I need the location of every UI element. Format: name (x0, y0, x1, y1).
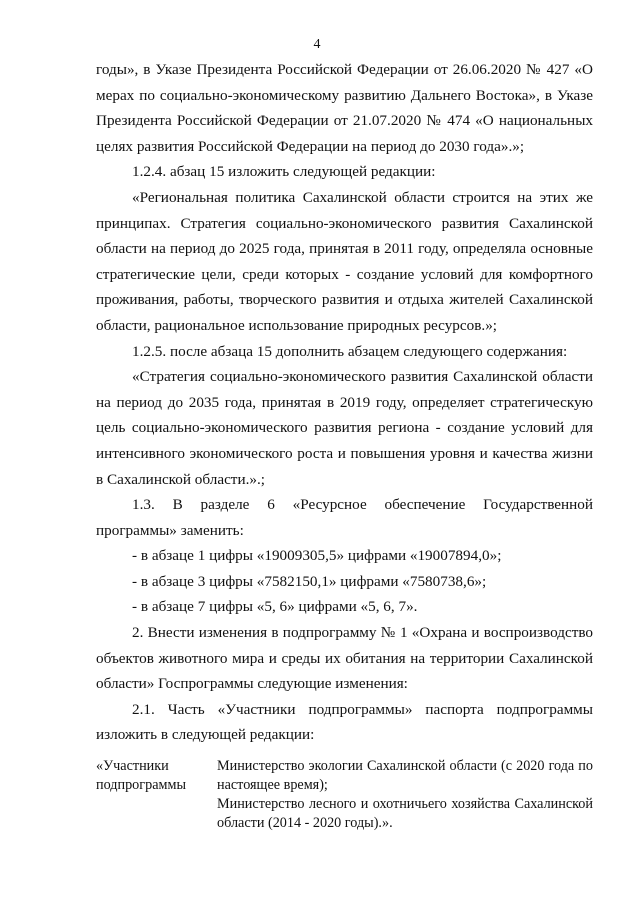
paragraph-1-2-4: 1.2.4. абзац 15 изложить следующей редакции: (132, 163, 436, 181)
replacement-item: - в абзаце 1 цифры «19009305,5» цифрами «19007894,0»; (132, 547, 502, 565)
document-body (96, 57, 593, 833)
participant-item: Министерство экологии Сахалинской области (с 2020 года по настоящее время); (217, 758, 593, 794)
paragraph-2: 2. Внести изменения в подпрограмму № 1 «Охрана и воспроизводство объектов животного мира и среды их обитания на территории Сахалинской области» Госпрограммы следующие изменения: (96, 624, 593, 693)
replacement-item: - в абзаце 3 цифры «7582150,1» цифрами «7580738,6»; (132, 572, 487, 590)
paragraph-continuation: годы», в Указе Президента Российской Федерации от 26.06.2020 № 427 «О мерах по социально-экономическому развитию Дальнего Востока», в Указе Президента Российской Федерации от 21.07.2020 № 474 «О национальных целях развития Российской Федерации на период до 2030 года».»; (96, 61, 593, 155)
participants-table (96, 757, 593, 833)
page-number: 4 (313, 37, 321, 52)
participant-item: Министерство лесного и охотничьего хозяйства Сахалинской области (2014 - 2020 годы).». (217, 796, 593, 832)
paragraph-1-2-5: 1.2.5. после абзаца 15 дополнить абзацем следующего содержания: (132, 342, 568, 360)
paragraph-2-1: 2.1. Часть «Участники подпрограммы» паспорта подпрограммы изложить в следующей редакции: (96, 700, 593, 744)
paragraph-quote-strategy-2035: «Стратегия социально-экономического развития Сахалинской области на период до 2035 года, принятая в 2019 году, определяет стратегическую цель социально-экономического развития региона - создание условий для интенсивного экономического роста и повышения уровня и качества жизни в Сахалинской области.».; (96, 368, 593, 488)
paragraph-1-3: 1.3. В разделе 6 «Ресурсное обеспечение Государственной программы» заменить: (96, 496, 593, 539)
participants-value (217, 757, 593, 833)
participants-label: «Участники подпрограммы (96, 758, 186, 794)
replacement-item: - в абзаце 7 цифры «5, 6» цифрами «5, 6, 7». (132, 598, 418, 616)
paragraph-quote-regional-policy: «Региональная политика Сахалинской области строится на этих же принципах. Стратегия социально-экономического развития Сахалинской области на период до 2025 года, принятая в 2011 году, определяла основные стратегические цели, среди которых - создание условий для комфортного проживания, работы, творческого развития и отдыха жителей Сахалинской области, рациональное использование природных ресурсов.»; (96, 188, 593, 334)
